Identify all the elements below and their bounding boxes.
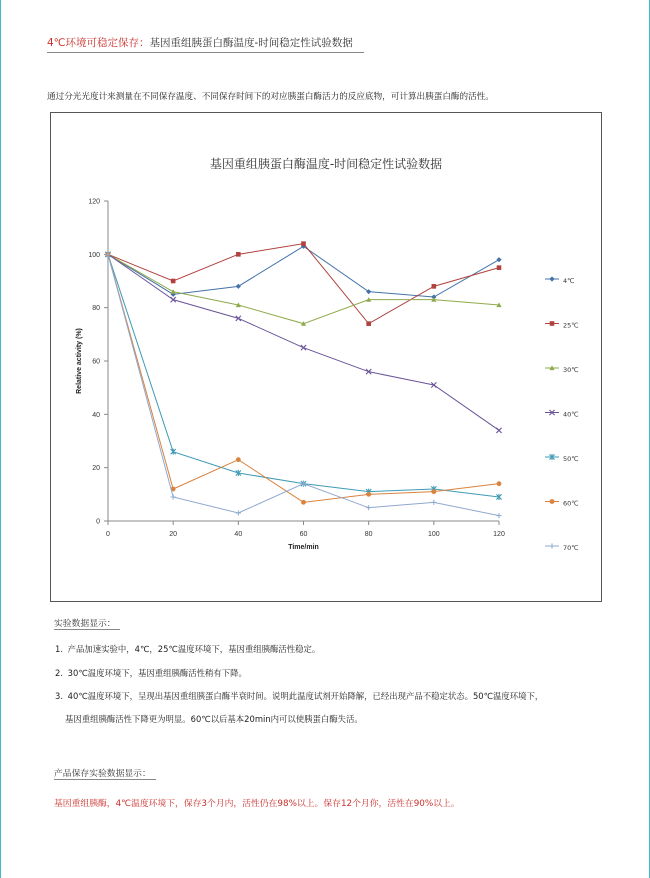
intro-paragraph: 通过分光光度计来测量在不同保存温度、不同保存时间下的对应胰蛋白酶活力的反应底物，可计算出胰蛋白酶的活性。: [47, 92, 494, 102]
data-point: [497, 265, 502, 270]
data-point: [171, 279, 176, 284]
x-tick-label: 40: [234, 531, 243, 538]
storage-note: 基因重组胰酶，4℃温度环境下，保存3个月内，活性仍在98%以上。保存12个月你，活性在90%以上。: [54, 799, 460, 809]
x-tick-label: 20: [169, 531, 178, 538]
result-item-text: 产品加速实验中，4℃，25℃温度环境下，基因重组胰酶活性稳定。: [67, 644, 321, 654]
data-point: [236, 252, 241, 257]
data-point: [236, 284, 241, 289]
result-item-3: [55, 690, 543, 702]
y-tick-label: 20: [92, 465, 100, 473]
data-point: [366, 492, 371, 497]
legend-marker: [550, 499, 555, 504]
x-tick-label: 80: [364, 531, 373, 538]
result-item-text: 30℃温度环境下，基因重组胰酶活性稍有下降。: [67, 668, 247, 678]
page-title-highlight: 4℃环境可稳定保存：: [47, 37, 150, 49]
legend-label: 40℃: [563, 410, 579, 419]
title-underline: [47, 52, 364, 53]
storage-title-underline: [54, 779, 156, 780]
x-tick-label: 100: [427, 531, 440, 538]
result-item-number: 2.: [55, 668, 63, 678]
series-line: [108, 254, 499, 323]
data-point: [497, 481, 502, 486]
x-axis-label: Time/min: [288, 544, 319, 551]
y-axis-label: Relative activity (%): [76, 328, 83, 394]
y-tick-label: 100: [88, 251, 100, 259]
data-point: [431, 489, 436, 494]
y-tick-label: 60: [92, 358, 100, 366]
result-item-1: [55, 643, 320, 655]
x-tick-label: 0: [106, 531, 110, 538]
data-point: [496, 428, 501, 433]
legend-label: 4℃: [563, 277, 575, 285]
y-tick-label: 80: [92, 305, 100, 313]
data-point: [366, 505, 371, 510]
legend-marker: [549, 543, 554, 548]
series-line: [108, 254, 499, 502]
results-title-underline: [54, 629, 120, 630]
result-item-number: 3.: [55, 691, 63, 701]
page-title: [47, 35, 353, 50]
data-point: [496, 257, 501, 262]
data-point: [431, 500, 436, 505]
series-line: [108, 254, 499, 430]
storage-title: 产品保存实验数据显示：: [54, 769, 151, 779]
data-point: [171, 449, 176, 455]
series-line: [108, 244, 499, 324]
data-point: [171, 289, 176, 294]
y-tick-label: 0: [96, 518, 100, 526]
stability-line-chart: [51, 113, 601, 601]
result-item-number: 1.: [55, 644, 63, 654]
result-item-2: [55, 667, 247, 679]
legend-label: 70℃: [563, 544, 579, 552]
result-item-text: 基因重组胰酶活性下降更为明显。60℃以后基本20min内可以使胰蛋白酶失活。: [65, 714, 363, 724]
results-title: 实验数据显示：: [54, 619, 116, 629]
left-border-line: [0, 0, 1, 878]
data-point: [236, 457, 241, 462]
data-point: [432, 284, 437, 289]
legend-marker: [550, 321, 555, 326]
data-point: [171, 494, 176, 499]
legend-label: 60℃: [563, 499, 579, 508]
legend-label: 50℃: [563, 455, 579, 463]
y-tick-label: 40: [92, 411, 100, 419]
series-line: [108, 246, 499, 297]
data-point: [301, 500, 306, 505]
data-point: [301, 241, 306, 246]
legend-marker: [549, 276, 554, 281]
legend-label: 30℃: [563, 366, 579, 374]
legend-label: 25℃: [563, 321, 579, 330]
result-item-3-continued: [65, 713, 363, 725]
data-point: [236, 510, 241, 515]
data-point: [366, 321, 371, 326]
page-title-text: 基因重组胰蛋白酶温度-时间稳定性试验数据: [149, 37, 353, 49]
data-point: [496, 513, 501, 518]
data-point: [301, 345, 306, 350]
chart-title: 基因重组胰蛋白酶温度-时间稳定性试验数据: [209, 157, 443, 171]
chart-frame: [50, 112, 602, 602]
data-point: [236, 316, 241, 321]
x-tick-label: 60: [299, 531, 308, 538]
x-tick-label: 120: [493, 531, 505, 538]
y-tick-label: 120: [88, 198, 100, 206]
data-point: [171, 297, 176, 302]
result-item-text: 40℃温度环境下，呈现出基因重组胰蛋白酶半衰时间。说明此温度试剂开始降解，已经出现产品不稳定状态。50℃温度环境下，: [67, 691, 544, 701]
